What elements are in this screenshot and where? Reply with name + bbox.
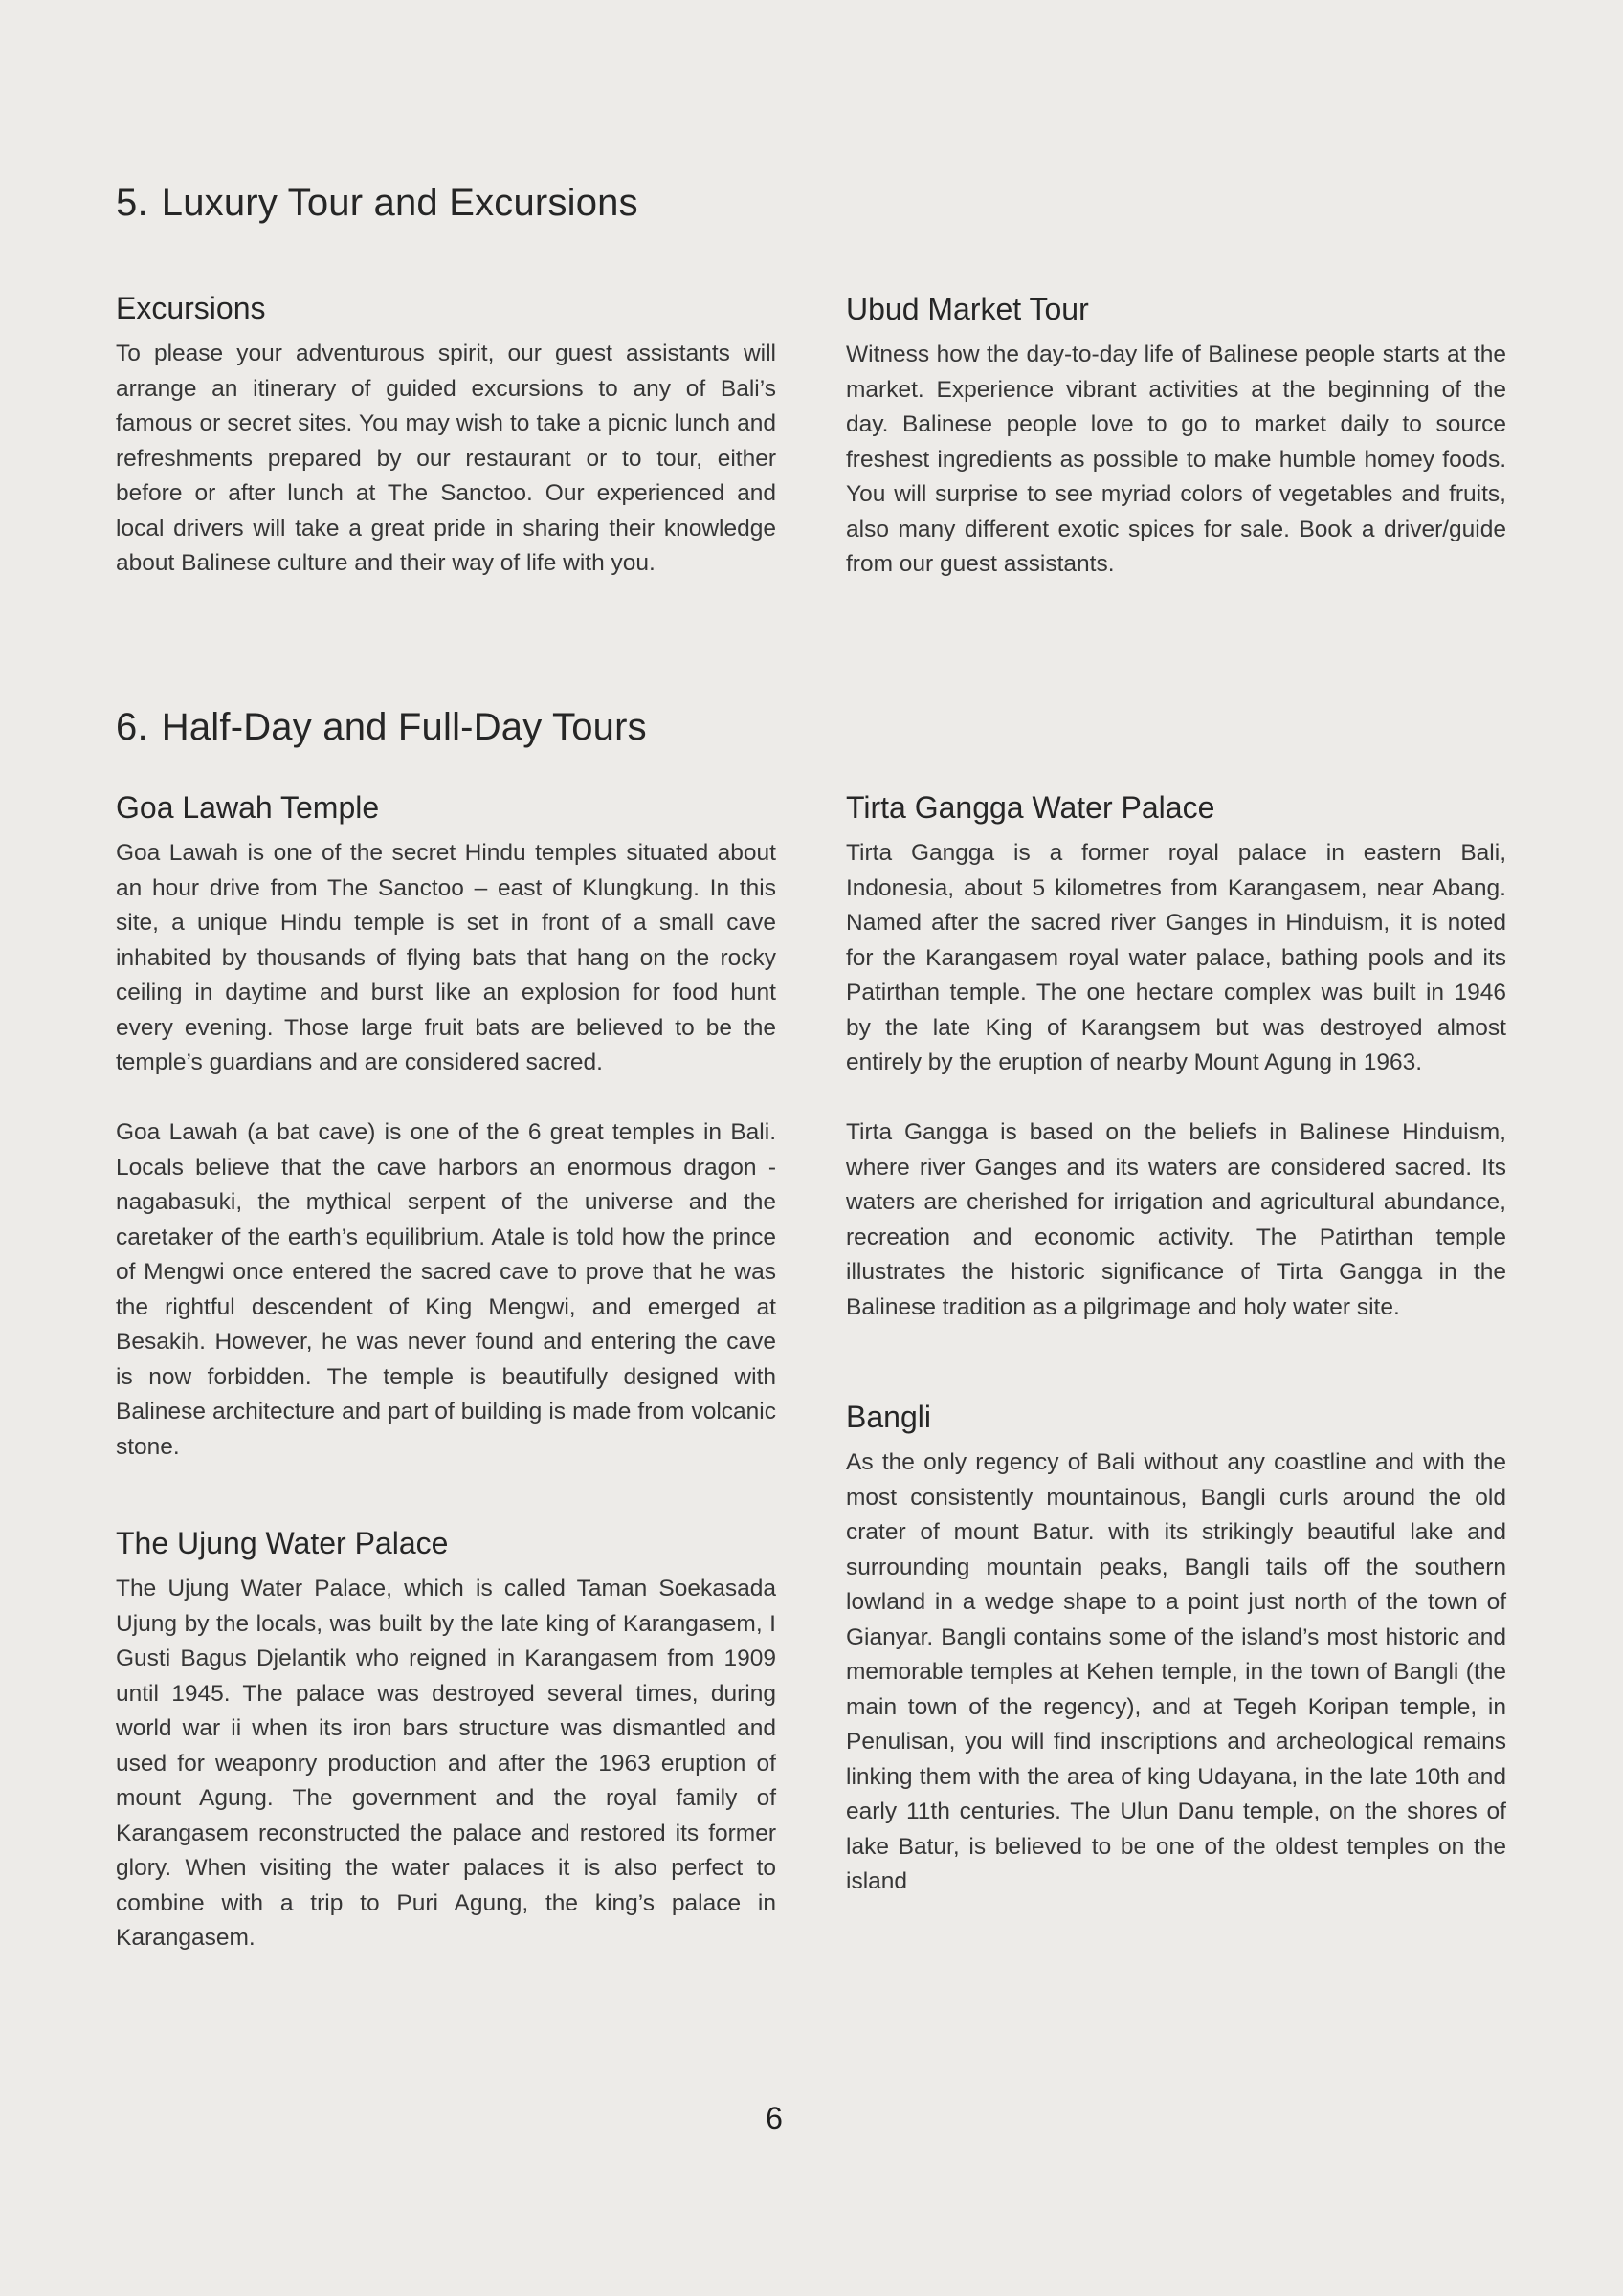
section-6-number: 6.: [116, 706, 148, 748]
ujung-block: [116, 1522, 776, 1956]
goa-lawah-paragraph-1: Goa Lawah is one of the secret Hindu temples situated about an hour drive from The Sanctoo – east of Klungkung. In this site, a unique Hindu temple is set in front of a small cave inhabited by thousands of flying bats that hang on the rocky ceiling in daytime and burst like an explosion for food hunt every evening. Those large fruit bats are believed to be the temple’s guardians and are considered sacred.: [116, 840, 776, 1075]
ubud-column: [846, 288, 1506, 583]
tirta-gangga-heading: Tirta Gangga Water Palace: [846, 790, 1215, 825]
excursions-block: [116, 287, 776, 582]
goa-lawah-paragraph-2: Goa Lawah (a bat cave) is one of the 6 great temples in Bali. Locals believe that the cave harbors an enormous dragon - nagabasuki, the mythical serpent of the universe and the caretaker of the earth’s equilibrium. Atale is told how the prince of Mengwi once entered the sacred cave to prove that he was the rightful descendent of King Mengwi, and emerged at Besakih. However, he was never found and entering the cave is now forbidden. The temple is beautifully designed with Balinese architecture and part of building is made from volcanic stone.: [116, 1119, 776, 1460]
goa-lawah-block: [116, 786, 776, 1465]
section-5-title: [116, 182, 638, 225]
goa-lawah-heading: Goa Lawah Temple: [116, 790, 380, 825]
ujung-heading: The Ujung Water Palace: [116, 1526, 449, 1560]
section-6-left-column: [116, 786, 776, 1956]
ubud-block: [846, 288, 1506, 583]
bangli-paragraph-1: As the only regency of Bali without any coastline and with the most consistently mountainous, Bangli curls around the old crater of mount Batur. with its strikingly beautiful lake and surrounding mountain peaks, Bangli tails off the southern lowland in a wedge shape to a point just north of the town of Gianyar. Bangli contains some of the island’s most historic and memorable temples at Kehen temple, in the town of Bangli (the main town of the regency), and at Tegeh Koripan temple, in Penulisan, you will find inscriptions and archeological remains linking them with the area of king Udayana, in the late 10th and early 11th centuries. The Ulun Danu temple, on the shores of lake Batur, is believed to be one of the oldest temples on the island: [846, 1449, 1506, 1894]
ubud-heading: Ubud Market Tour: [846, 292, 1089, 326]
tirta-gangga-paragraph-2: Tirta Gangga is based on the beliefs in Balinese Hinduism, where river Ganges and its waters are considered sacred. Its waters are cherished for irrigation and agricultural abundance, recreation and economic activity. The Patirthan temple illustrates the historic significance of Tirta Gangga in the Balinese tradition as a pilgrimage and holy water site.: [846, 1119, 1506, 1320]
tirta-gangga-paragraph-1: Tirta Gangga is a former royal palace in eastern Bali, Indonesia, about 5 kilometres from Karangasem, near Abang. Named after the sacred river Ganges in Hinduism, it is noted for the Karangasem royal water palace, bathing pools and its Patirthan temple. The one hectare complex was built in 1946 by the late King of Karangsem but was destroyed almost entirely by the eruption of nearby Mount Agung in 1963.: [846, 840, 1506, 1075]
ujung-paragraph-1: The Ujung Water Palace, which is called Taman Soekasada Ujung by the locals, was built by the late king of Karangasem, I Gusti Bagus Djelantik who reigned in Karangasem from 1909 until 1945. The palace was destroyed several times, during world war ii when its iron bars structure was dismantled and used for weaponry production and after the 1963 eruption of mount Agung. The government and the royal family of Karangasem reconstructed the palace and restored its former glory. When visiting the water palaces it is also perfect to combine with a trip to Puri Agung, the king’s palace in Karangasem.: [116, 1576, 776, 1951]
section-6-title: [116, 706, 647, 749]
section-5-number: 5.: [116, 182, 148, 224]
page-number: 6: [766, 2101, 783, 2135]
excursions-heading: Excursions: [116, 291, 266, 325]
excursions-paragraph-1: To please your adventurous spirit, our guest assistants will arrange an itinerary of guided excursions to any of Bali’s famous or secret sites. You may wish to take a picnic lunch and refreshments prepared by our restaurant or to tour, either before or after lunch at The Sanctoo. Our experienced and local drivers will take a great pride in sharing their knowledge about Balinese culture and their way of life with you.: [116, 341, 776, 576]
section-6-title-text: Half-Day and Full-Day Tours: [161, 706, 647, 748]
tirta-gangga-block: [846, 786, 1506, 1325]
ubud-paragraph-1: Witness how the day-to-day life of Balinese people starts at the market. Experience vibrant activities at the beginning of the day. Balinese people love to go to market daily to source freshest ingredients as possible to make humble homey foods. You will surprise to see myriad colors of vegetables and fruits, also many different exotic spices for sale. Book a driver/guide from our guest assistants.: [846, 342, 1506, 577]
section-6-right-column: [846, 786, 1506, 1900]
excursions-column: [116, 287, 776, 582]
bangli-heading: Bangli: [846, 1400, 931, 1434]
section-5-title-text: Luxury Tour and Excursions: [161, 182, 638, 224]
bangli-block: [846, 1396, 1506, 1900]
